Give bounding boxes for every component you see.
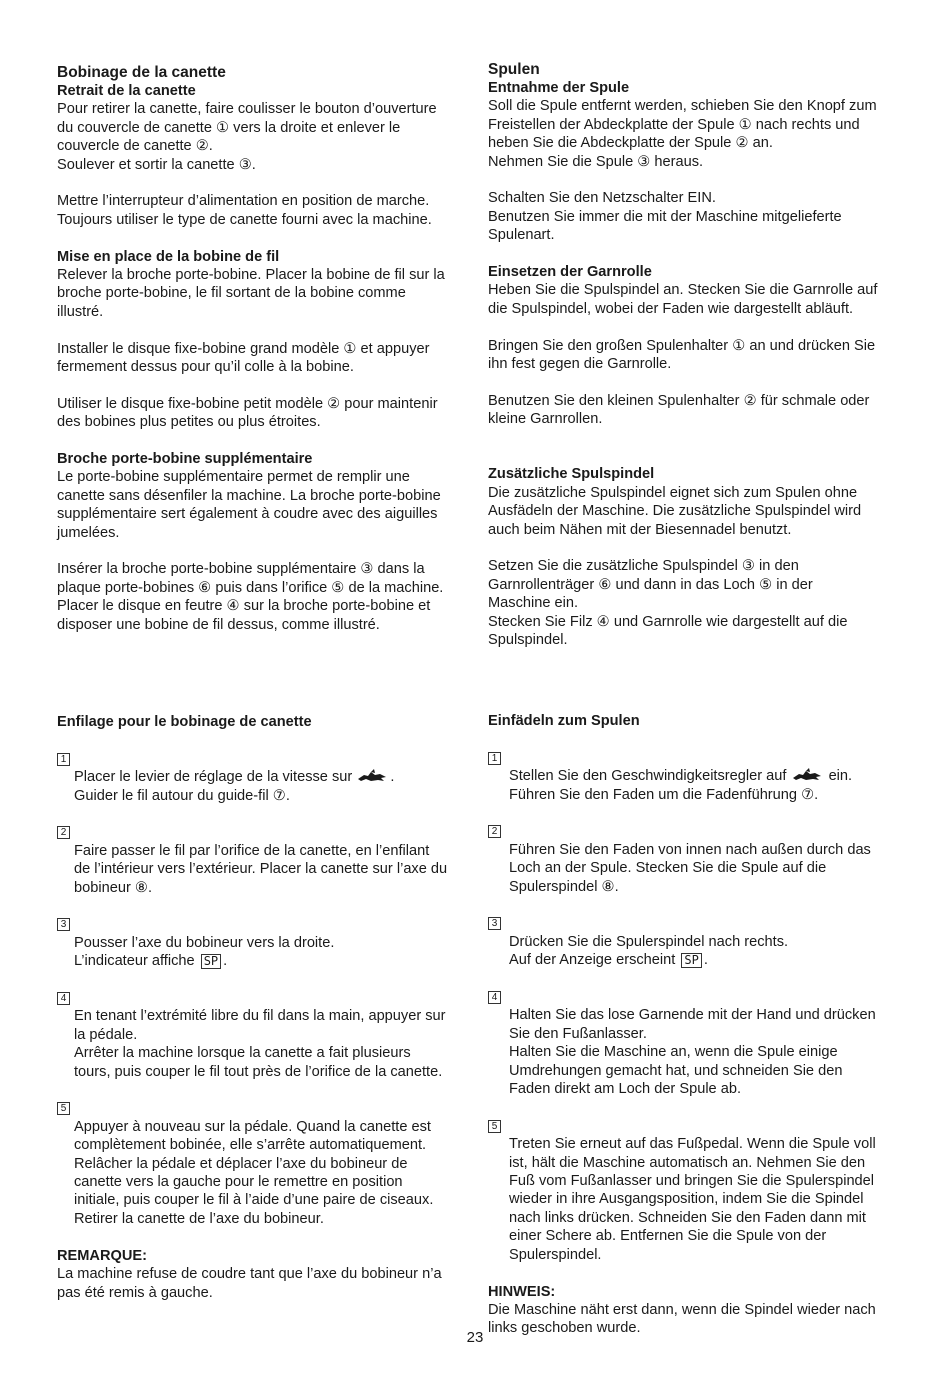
step-text: . bbox=[703, 952, 708, 969]
step-text: Drücken Sie die Spulerspindel nach rechts. Auf der Anzeige erscheint bbox=[509, 933, 789, 969]
subsection-heading: Mise en place de la bobine de fil bbox=[57, 248, 280, 265]
rabbit-icon bbox=[791, 768, 825, 782]
subsection-heading: Retrait de la canette bbox=[57, 83, 196, 99]
note-text: Die Maschine näht erst dann, wenn die Spindel wieder nach links geschoben wurde. bbox=[488, 1301, 876, 1337]
paragraph: Setzen Sie die zusätzliche Spulspindel ③ in den Garnrollenträger ⑥ und dann in das Loch ⑤ in der Maschine ein. Stecken Sie Filz ④ und Garnrolle wie dargestellt auf die Spulspindel. bbox=[488, 558, 848, 649]
subsection-heading: Zusätzliche Spulspindel bbox=[488, 466, 655, 483]
rabbit-icon bbox=[356, 769, 390, 783]
step-text: . Guider le fil autour du guide-fil ⑦. bbox=[74, 769, 395, 804]
section-title: Bobinage de la canette bbox=[57, 64, 226, 81]
section-title: Spulen bbox=[488, 61, 540, 78]
step-text: Treten Sie erneut auf das Fußpedal. Wenn die Spule voll ist, hält die Maschine automatisch an. Nehmen Sie den Fuß vom Fußanlasser und bringen Sie die Spulerspindel wieder in ihre Ausgangsposition, indem Sie die Spindel nach links drücken. Schneiden Sie den Faden dann mit einer Schere ab. Entfernen Sie die Spule von der Spulerspindel. bbox=[509, 1136, 876, 1263]
fr-bottom-column bbox=[57, 713, 477, 1302]
step-text: Führen Sie den Faden von innen nach außen durch das Loch an der Spule. Stecken Sie die Spule auf die Spulerspindel ⑧. bbox=[509, 841, 871, 895]
fr-top-column bbox=[57, 63, 477, 634]
step-5 bbox=[57, 1099, 477, 1228]
step-number-box: 3 bbox=[57, 918, 70, 931]
step-text: Appuyer à nouveau sur la pédale. Quand la canette est complètement bobinée, elle s’arrête automatiquement. Relâcher la pédale et déplacer l’axe du bobineur de canette vers la gauche pour le remettre en position initiale, puis couper le fil à l’aide d’une paire de ciseaux. Retirer la canette de l’axe du bobineur. bbox=[74, 1118, 434, 1227]
step-number-box: 4 bbox=[488, 991, 501, 1004]
step-2 bbox=[488, 822, 908, 896]
subsection-heading: Entnahme der Spule bbox=[488, 80, 630, 96]
step-number-box: 5 bbox=[488, 1120, 501, 1133]
paragraph: Relever la broche porte-bobine. Placer la bobine de fil sur la broche porte-bobine, le fil sortant de la bobine comme illustré. bbox=[57, 267, 445, 320]
paragraph: Utiliser le disque fixe-bobine petit modèle ② pour maintenir des bobines plus petites ou plus étroites. bbox=[57, 395, 438, 431]
paragraph: Benutzen Sie den kleinen Spulenhalter ② für schmale oder kleine Garnrollen. bbox=[488, 392, 870, 428]
note-heading: REMARQUE: bbox=[57, 1247, 147, 1264]
step-4 bbox=[488, 988, 908, 1098]
paragraph: Heben Sie die Spulspindel an. Stecken Sie die Garnrolle auf die Spulspindel, wobei der Faden wie dargestellt abläuft. bbox=[488, 282, 878, 317]
step-text: . bbox=[223, 953, 228, 970]
step-text: Pousser l’axe du bobineur vers la droite. L’indicateur affiche bbox=[74, 934, 335, 970]
step-1 bbox=[57, 750, 477, 805]
step-text: Halten Sie das lose Garnende mit der Hand und drücken Sie den Fußanlasser. Halten Sie die Maschine an, wenn die Spule einige Umdrehungen gemacht hat, und schneiden Sie den Faden direkt am Loch der Spule ab. bbox=[509, 1007, 876, 1098]
lcd-display-indicator: SP bbox=[201, 954, 221, 969]
step-3 bbox=[488, 914, 908, 969]
de-bottom-column bbox=[488, 712, 908, 1338]
subsection-heading: Broche porte-bobine supplémentaire bbox=[57, 451, 313, 468]
step-number-box: 3 bbox=[488, 917, 501, 930]
de-top-column bbox=[488, 60, 908, 649]
note-text: La machine refuse de coudre tant que l’axe du bobineur n’a pas été remis à gauche. bbox=[57, 1266, 442, 1301]
paragraph: Installer le disque fixe-bobine grand modèle ① et appuyer fermement dessus pour qu’il colle à la bobine. bbox=[57, 340, 430, 376]
step-5 bbox=[488, 1117, 908, 1264]
step-number-box: 5 bbox=[57, 1102, 70, 1115]
step-2 bbox=[57, 823, 477, 897]
step-1 bbox=[488, 749, 908, 804]
step-text: Faire passer le fil par l’orifice de la canette, en l’enfilant de l’intérieur vers l’extérieur. Placer la canette sur l’axe du bobineur ⑧. bbox=[74, 842, 448, 896]
paragraph: Die zusätzliche Spulspindel eignet sich zum Spulen ohne Ausfädeln der Maschine. Die zusätzliche Spulspindel wird auch beim Nähen mit der Biesennadel benutzt. bbox=[488, 484, 862, 538]
paragraph: Schalten Sie den Netzschalter EIN. Benutzen Sie immer die mit der Maschine mitgelieferte Spulenart. bbox=[488, 190, 842, 244]
step-3 bbox=[57, 915, 477, 970]
step-number-box: 1 bbox=[57, 753, 70, 766]
page-number: 23 bbox=[466, 1329, 484, 1346]
note-heading: HINWEIS: bbox=[488, 1283, 556, 1300]
step-number-box: 4 bbox=[57, 992, 70, 1005]
step-text: ein. Führen Sie den Faden um die Fadenführung ⑦. bbox=[509, 768, 853, 803]
step-number-box: 1 bbox=[488, 752, 501, 765]
paragraph: Soll die Spule entfernt werden, schieben Sie den Knopf zum Freistellen der Abdeckplatte der Spule ① nach rechts und heben Sie die Abdeckplatte der Spule ② an. Nehmen Sie die Spule ③ heraus. bbox=[488, 98, 877, 170]
paragraph: Mettre l’interrupteur d’alimentation en position de marche. Toujours utiliser le type de canette fourni avec la machine. bbox=[57, 193, 432, 228]
lcd-display-indicator: SP bbox=[681, 953, 701, 968]
paragraph: Bringen Sie den großen Spulenhalter ① an und drücken Sie ihn fest gegen die Garnrolle. bbox=[488, 337, 876, 373]
paragraph: Insérer la broche porte-bobine supplémentaire ③ dans la plaque porte-bobines ⑥ puis dans l’orifice ⑤ de la machine. Placer le disque en feutre ④ sur la broche porte-bobine et disposer une bobine de fil dessus, comme illustré. bbox=[57, 561, 444, 633]
paragraph: Pour retirer la canette, faire coulisser le bouton d’ouverture du couvercle de canette ① vers la droite et enlever le couvercle de canette ②. Soulever et sortir la canette ③. bbox=[57, 101, 437, 173]
step-number-box: 2 bbox=[57, 826, 70, 839]
step-4 bbox=[57, 989, 477, 1081]
step-text: Stellen Sie den Geschwindigkeitsregler auf bbox=[509, 768, 787, 785]
step-number-box: 2 bbox=[488, 825, 501, 838]
paragraph: Le porte-bobine supplémentaire permet de remplir une canette sans désenfiler la machine. La broche porte-bobine supplémentaire sert également à coudre avec des aiguilles jumelées. bbox=[57, 469, 441, 541]
step-text: Placer le levier de réglage de la vitesse sur bbox=[74, 769, 353, 786]
section-title: Einfädeln zum Spulen bbox=[488, 713, 640, 729]
section-title: Enfilage pour le bobinage de canette bbox=[57, 714, 312, 730]
subsection-heading: Einsetzen der Garnrolle bbox=[488, 264, 652, 281]
step-text: En tenant l’extrémité libre du fil dans la main, appuyer sur la pédale. Arrêter la machine lorsque la canette a fait plusieurs tours, puis couper le fil tout près de l’orifice de la canette. bbox=[74, 1008, 446, 1080]
